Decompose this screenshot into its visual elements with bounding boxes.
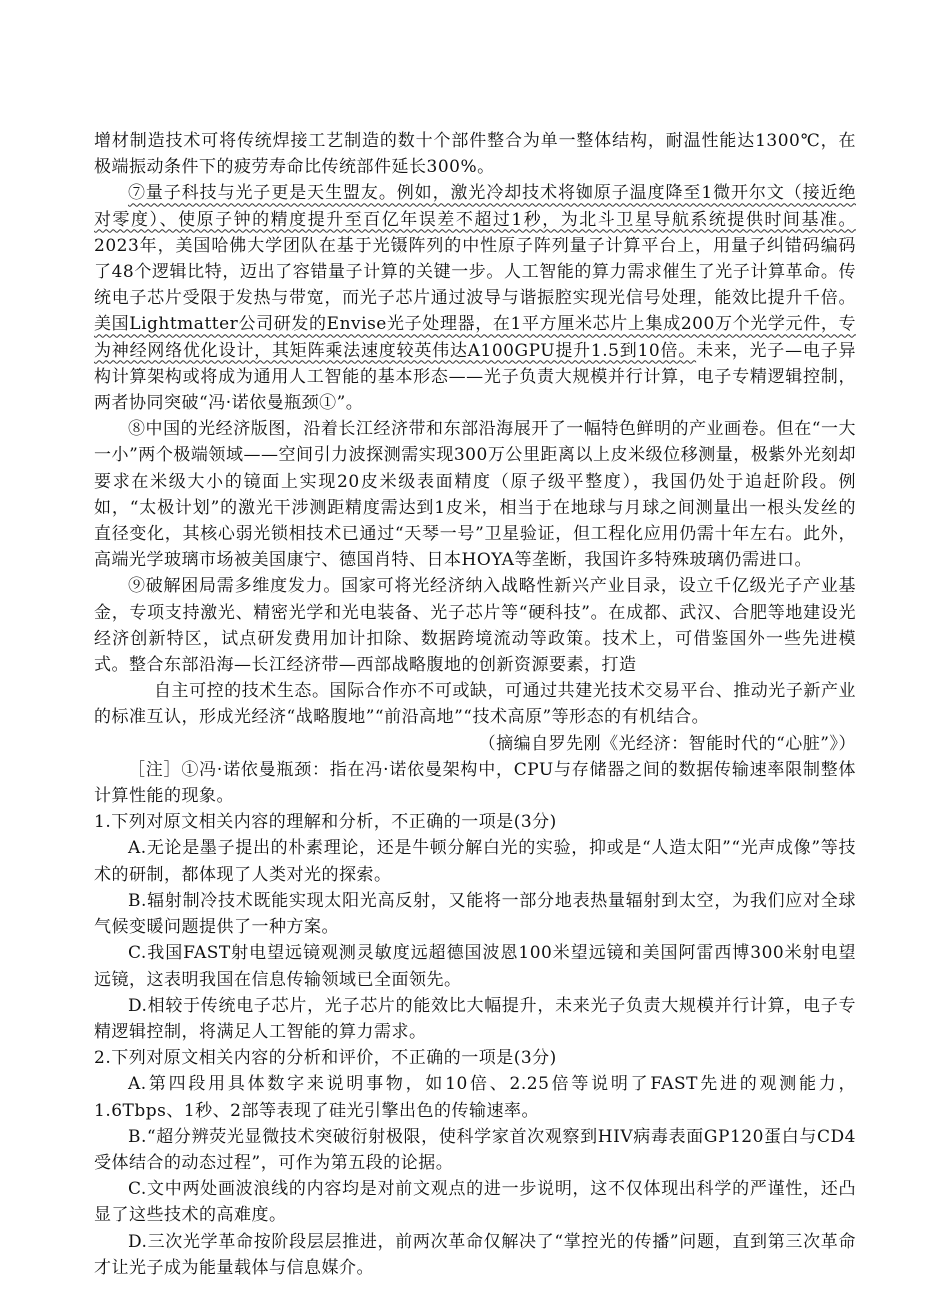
option-c: C.文中两处画波浪线的内容均是对前文观点的进一步说明，这不仅体现出科学的严谨性，还凸显了这些技术的高难度。 <box>94 1179 856 1226</box>
paragraph-9-part-1: ⑨破解困局需多维度发力。国家可将光经济纳入战略性新兴产业目录，设立千亿级光子产业基金，专项支持激光、精密光学和光电装备、光子芯片等“硬科技”。在成都、武汉、合肥等地建设光经济创新特区，试点研发费用加计扣除、数据跨境流动等政策。技术上，可借鉴国外一些先进模式。整合东部沿海—长江经济带—西部战略腹地的创新资源要素，打造 <box>94 576 856 676</box>
question-stem: 1.下列对原文相关内容的理解和分析，不正确的一项是(3分) <box>94 812 557 833</box>
footnote: ［注］①冯·诺依曼瓶颈：指在冯·诺依曼架构中，CPU与存储器之间的数据传输速率限制整体计算性能的现象。 <box>94 759 856 807</box>
exam-page <box>0 128 950 1281</box>
option-a: A.无论是墨子提出的朴素理论，还是牛顿分解白光的实验，抑或是“人造太阳”“光声成像”等技术的研制，都体现了人类对光的探索。 <box>94 838 856 885</box>
source-citation: （摘编自罗先刚《光经济：智能时代的“心脏”》） <box>478 733 856 754</box>
paragraph-8: ⑧中国的光经济版图，沿着长江经济带和东部沿海展开了一幅特色鲜明的产业画卷。但在“一大一小”两个极端领域——空间引力波探测需实现300万公里距离以上皮米级位移测量，极紫外光刻却要求在米级大小的镜面上实现20皮米级表面精度（原子级平整度），我国仍处于追赶阶段。例如，“太极计划”的激光干涉测距精度需达到1皮米，相当于在地球与月球之间测量出一根头发丝的直径变化，其核心弱光锁相技术已通过“天琴一号”卫星验证，但工程化应用仍需十年左右。此外，高端光学玻璃市场被美国康宁、德国肖特、日本HOYA等垄断，我国许多特殊玻璃仍需进口。 <box>94 419 856 571</box>
wavy-underlined-text-1: ⑦量子科技与光子更是天生盟友。例如，激光冷却技术将铷原子温度降至1微开尔文（接近绝对零度）、使原子钟的精度提升至百亿年误差不超过1秒，为北斗卫星导航系统提供时间基准。 <box>94 183 856 230</box>
option-c: C.我国FAST射电望远镜观测灵敏度远超德国波恩100米望远镜和美国阿雷西博300米射电望远镜，这表明我国在信息传输领域已全面领先。 <box>94 943 856 990</box>
option-d: D.三次光学革命按阶段层层推进，前两次革命仅解决了“掌控光的传播”问题，直到第三次革命才让光子成为能量载体与信息媒介。 <box>94 1231 856 1278</box>
question-1 <box>0 809 950 1045</box>
paragraph-7-text-b: 未来，光子—电子异构计算架构或将成为通用人工智能的基本形态——光子负责大规模并行计算，电子专精逻辑控制，两者协同突破“冯·诺依曼瓶颈①”。 <box>94 340 856 414</box>
paragraph-7-text-a: 2023年，美国哈佛大学团队在基于光镊阵列的中性原子阵列量子计算平台上，用量子纠错码编码了48个逻辑比特，迈出了容错量子计算的关键一步。人工智能的算力需求催生了光子计算革命。传统电子芯片受限于发热与带宽，而光子芯片通过波导与谐振腔实现光信号处理，能效比提升千倍。 <box>94 235 856 309</box>
paragraph-9-part-2: 自主可控的技术生态。国际合作亦不可或缺，可通过共建光技术交易平台、推动光子新产业的标准互认，形成光经济“战略腹地”“前沿高地”“技术高原”等形态的有机结合。 <box>94 681 856 728</box>
option-b: B.辐射制冷技术既能实现太阳光高反射，又能将一部分地表热量辐射到太空，为我们应对全球气候变暖问题提供了一种方案。 <box>94 890 856 938</box>
paragraph-6-tail: 增材制造技术可将传统焊接工艺制造的数十个部件整合为单一整体结构，耐温性能达1300℃，在极端振动条件下的疲劳寿命比传统部件延长300%。 <box>94 131 856 178</box>
option-d: D.相较于传统电子芯片，光子芯片的能效比大幅提升，未来光子负责大规模并行计算，电子专精逻辑控制，将满足人工智能的算力需求。 <box>94 995 856 1042</box>
paragraph-7 <box>94 180 856 416</box>
option-b: B.“超分辨荧光显微技术突破衍射极限，使科学家首次观察到HIV病毒表面GP120蛋白与CD4受体结合的动态过程”，可作为第五段的论据。 <box>94 1126 856 1173</box>
question-2 <box>0 1045 950 1281</box>
question-stem: 2.下列对原文相关内容的分析和评价，不正确的一项是(3分) <box>94 1048 557 1069</box>
wavy-underlined-text-2: 美国Lightmatter公司研发的Envise光子处理器，在1平方厘米芯片上集成200万个光学元件，专为神经网络优化设计，其矩阵乘法速度较英伟达A100GPU提升1.5到10倍。 <box>94 314 856 361</box>
option-a: A.第四段用具体数字来说明事物，如10倍、2.25倍等说明了FAST先进的观测能力，1.6Tbps、1秒、2部等表现了硅光引擎出色的传输速率。 <box>94 1074 856 1121</box>
